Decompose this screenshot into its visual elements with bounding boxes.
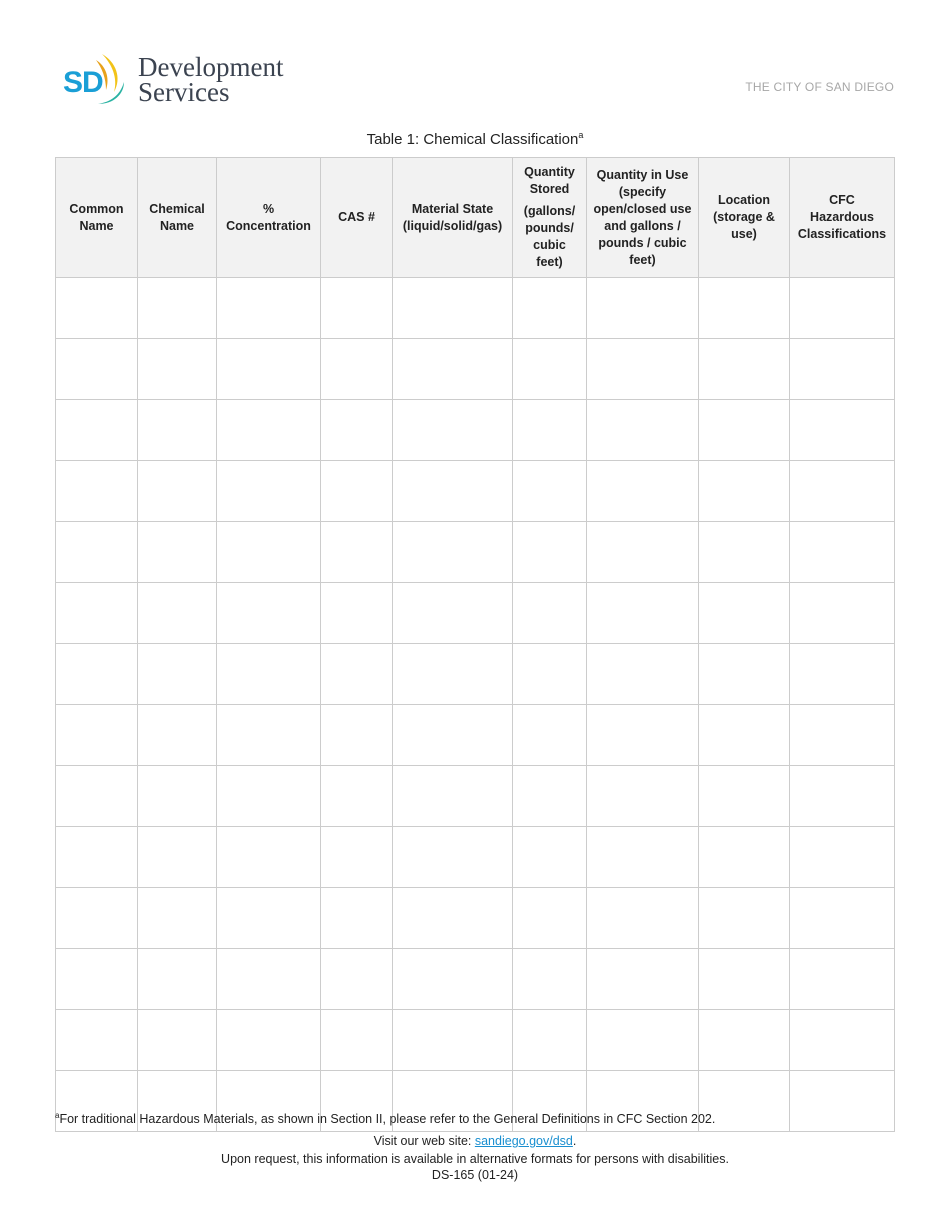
table-cell[interactable] [217, 583, 321, 644]
table-cell[interactable] [699, 1010, 790, 1071]
table-cell[interactable] [790, 644, 895, 705]
table-cell[interactable] [587, 339, 699, 400]
table-cell[interactable] [790, 583, 895, 644]
table-cell[interactable] [513, 644, 587, 705]
table-cell[interactable] [587, 888, 699, 949]
table-row [56, 888, 895, 949]
table-cell[interactable] [699, 583, 790, 644]
table-cell[interactable] [513, 461, 587, 522]
table-row [56, 583, 895, 644]
table-title [0, 130, 950, 148]
table-cell[interactable] [699, 827, 790, 888]
table-cell[interactable] [699, 278, 790, 339]
table-cell[interactable] [513, 766, 587, 827]
table-cell[interactable] [790, 827, 895, 888]
table-row [56, 522, 895, 583]
table-cell[interactable] [393, 583, 513, 644]
table-cell[interactable] [138, 339, 217, 400]
table-cell[interactable] [699, 705, 790, 766]
table-cell[interactable] [321, 888, 393, 949]
footer-visit-colon: : [467, 1134, 475, 1148]
table-cell[interactable] [513, 827, 587, 888]
table-cell[interactable] [321, 827, 393, 888]
table-cell[interactable] [513, 1010, 587, 1071]
table-cell[interactable] [393, 888, 513, 949]
logo-line-services: Services [138, 77, 230, 107]
table-cell[interactable] [56, 461, 138, 522]
table-row [56, 827, 895, 888]
table-cell[interactable] [393, 400, 513, 461]
col-header-chemical-name: Chemical Name [138, 158, 217, 278]
table-cell[interactable] [790, 461, 895, 522]
table-cell[interactable] [587, 827, 699, 888]
table-title-text: Table 1: Chemical Classification [366, 131, 579, 148]
table-cell[interactable] [587, 705, 699, 766]
col-header-concentration: % Concentration [217, 158, 321, 278]
table-cell[interactable] [138, 827, 217, 888]
table-cell[interactable] [321, 583, 393, 644]
table-cell[interactable] [699, 766, 790, 827]
table-cell[interactable] [699, 400, 790, 461]
table-cell[interactable] [790, 339, 895, 400]
col-header-common-name: Common Name [56, 158, 138, 278]
table-cell[interactable] [393, 339, 513, 400]
table-row [56, 949, 895, 1010]
table-row [56, 461, 895, 522]
table-cell[interactable] [393, 278, 513, 339]
sd-logo-icon [62, 52, 126, 108]
col-header-quantity-in-use: Quantity in Use (specify open/closed use and gallons / pounds / cubic feet) [587, 158, 699, 278]
table-cell[interactable] [393, 1010, 513, 1071]
table-cell[interactable] [513, 949, 587, 1010]
table-cell[interactable] [513, 705, 587, 766]
table-cell[interactable] [699, 644, 790, 705]
table-cell[interactable] [790, 949, 895, 1010]
table-footnote [55, 1111, 715, 1126]
table-cell[interactable] [217, 888, 321, 949]
table-cell[interactable] [393, 827, 513, 888]
table-cell[interactable] [321, 1010, 393, 1071]
table-cell[interactable] [217, 400, 321, 461]
table-cell[interactable] [56, 522, 138, 583]
table-cell[interactable] [699, 949, 790, 1010]
table-cell[interactable] [138, 705, 217, 766]
city-name: THE CITY OF SAN DIEGO [745, 80, 894, 94]
footnote-mark: a [55, 1111, 60, 1120]
table-cell[interactable] [393, 766, 513, 827]
table-cell[interactable] [321, 400, 393, 461]
table-row [56, 400, 895, 461]
col-header-quantity-stored-units: (gallons/ pounds/ cubic feet) [523, 204, 576, 269]
table-title-footnote-mark: a [578, 130, 584, 140]
table-row [56, 644, 895, 705]
table-cell[interactable] [56, 949, 138, 1010]
table-cell[interactable] [56, 339, 138, 400]
table-row [56, 278, 895, 339]
col-header-cfc-hazardous-classifications: CFC Hazardous Classifications [790, 158, 895, 278]
table-cell[interactable] [138, 766, 217, 827]
table-row [56, 339, 895, 400]
table-cell[interactable] [217, 1010, 321, 1071]
table-cell[interactable] [790, 705, 895, 766]
table-cell[interactable] [217, 766, 321, 827]
table-row [56, 705, 895, 766]
table-row [56, 1010, 895, 1071]
table-cell[interactable] [699, 888, 790, 949]
col-header-location: Location (storage & use) [699, 158, 790, 278]
table-cell[interactable] [321, 766, 393, 827]
table-cell[interactable] [587, 522, 699, 583]
table-cell[interactable] [699, 339, 790, 400]
table-cell[interactable] [56, 1010, 138, 1071]
footer-visit-period: . [572, 1134, 577, 1148]
table-cell[interactable] [217, 949, 321, 1010]
table-cell[interactable] [790, 1010, 895, 1071]
table-cell[interactable] [321, 278, 393, 339]
table-cell[interactable] [321, 705, 393, 766]
col-header-cas-number: CAS # [321, 158, 393, 278]
table-cell[interactable] [587, 766, 699, 827]
table-cell[interactable] [790, 278, 895, 339]
table-cell[interactable] [587, 583, 699, 644]
development-services-logo [62, 52, 283, 108]
table-cell[interactable] [138, 278, 217, 339]
table-cell[interactable] [587, 949, 699, 1010]
table-cell[interactable] [56, 278, 138, 339]
table-cell[interactable] [513, 339, 587, 400]
table-cell[interactable] [138, 583, 217, 644]
table-cell[interactable] [321, 644, 393, 705]
table-cell[interactable] [393, 522, 513, 583]
footer-accessibility-notice: Upon request, this information is available in alternative formats for persons with disabilities. [221, 1152, 729, 1166]
table-cell[interactable] [217, 827, 321, 888]
table-row [56, 766, 895, 827]
table-cell[interactable] [217, 705, 321, 766]
footer-website-line [0, 1134, 950, 1148]
table-cell[interactable] [790, 888, 895, 949]
table-cell[interactable] [321, 461, 393, 522]
footnote-text: For traditional Hazardous Materials, as shown in Section II, please refer to the General Definitions in CFC Section 202. [59, 1112, 716, 1127]
table-cell[interactable] [56, 644, 138, 705]
table-cell[interactable] [393, 644, 513, 705]
table-cell[interactable] [699, 461, 790, 522]
col-header-quantity-stored [513, 158, 587, 278]
table-cell[interactable] [217, 522, 321, 583]
table-cell[interactable] [138, 1010, 217, 1071]
table-cell[interactable] [790, 1071, 895, 1132]
table-cell[interactable] [138, 400, 217, 461]
table-cell[interactable] [393, 705, 513, 766]
chemical-classification-table [55, 157, 895, 1132]
col-header-quantity-stored-label: Quantity Stored [524, 165, 575, 196]
table-cell[interactable] [321, 339, 393, 400]
table-cell[interactable] [699, 522, 790, 583]
logo-wordmark [138, 52, 284, 107]
table-cell[interactable] [138, 644, 217, 705]
table-cell[interactable] [513, 888, 587, 949]
table-cell[interactable] [138, 888, 217, 949]
table-cell[interactable] [56, 888, 138, 949]
table-cell[interactable] [321, 522, 393, 583]
table-cell[interactable] [587, 461, 699, 522]
table-cell[interactable] [513, 583, 587, 644]
table-cell[interactable] [790, 400, 895, 461]
table-cell[interactable] [790, 522, 895, 583]
table-cell[interactable] [217, 461, 321, 522]
table-cell[interactable] [217, 278, 321, 339]
col-header-material-state: Material State (liquid/solid/gas) [393, 158, 513, 278]
table-cell[interactable] [56, 766, 138, 827]
logo-letters: SD [63, 66, 103, 99]
table-cell[interactable] [321, 949, 393, 1010]
table-cell[interactable] [138, 522, 217, 583]
table-cell[interactable] [138, 461, 217, 522]
table-cell[interactable] [393, 949, 513, 1010]
table-cell[interactable] [587, 278, 699, 339]
table-header-row [56, 158, 895, 278]
footer-visit-text: Visit our web site [373, 1134, 468, 1148]
table-cell[interactable] [138, 949, 217, 1010]
table-cell[interactable] [513, 522, 587, 583]
table-cell[interactable] [587, 644, 699, 705]
table-cell[interactable] [393, 461, 513, 522]
table-cell[interactable] [513, 400, 587, 461]
table-cell[interactable] [217, 644, 321, 705]
table-cell[interactable] [217, 339, 321, 400]
table-cell[interactable] [56, 705, 138, 766]
form-id: DS-165 (01-24) [431, 1168, 519, 1182]
table-cell[interactable] [513, 278, 587, 339]
table-cell[interactable] [587, 400, 699, 461]
table-cell[interactable] [790, 766, 895, 827]
table-cell[interactable] [56, 583, 138, 644]
table-body [56, 278, 895, 1132]
website-link[interactable]: sandiego.gov/dsd [474, 1134, 573, 1148]
table-cell[interactable] [56, 400, 138, 461]
table-cell[interactable] [587, 1010, 699, 1071]
logo-line-development: Development [138, 52, 284, 82]
table-cell[interactable] [56, 827, 138, 888]
